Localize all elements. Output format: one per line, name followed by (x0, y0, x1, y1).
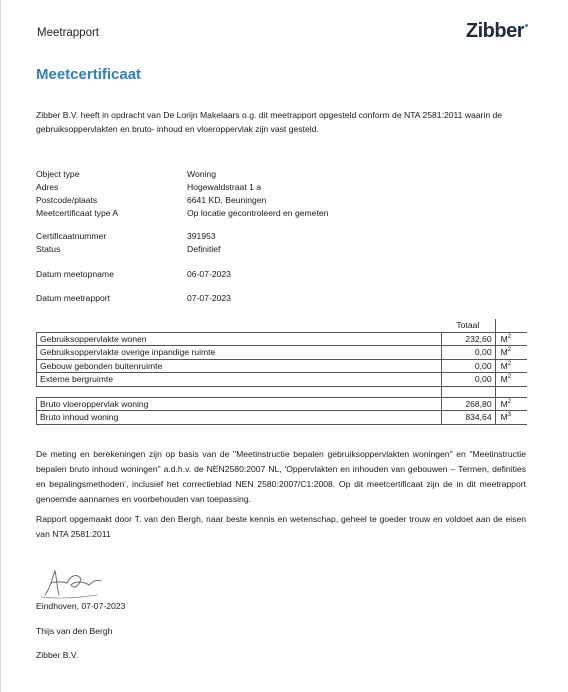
table-spacer-row (37, 386, 528, 397)
info-value: Hogewaldstraat 1 a (187, 182, 262, 192)
row-unit: $M^2$ (495, 332, 527, 346)
info-label: Postcode/plaats (36, 195, 98, 205)
table-header-row (37, 319, 528, 332)
intro-paragraph: Zibber B.V. heeft in opdracht van De Lorijn Makelaars o.g. dit meetrapport opgesteld conform de NTA 2581:2011 waarin de gebruiksoppervlakten en bruto- inhoud en vloeroppervlak zijn vast gesteld. (36, 110, 503, 134)
row-name: Gebouw gebonden buitenruimte (37, 359, 442, 373)
row-unit: $M^3$ (495, 411, 527, 425)
info-value: Definitief (187, 244, 221, 254)
disclaimer-paragraph: De meting en berekeningen zijn op basis van de "Meetinstructie bepalen gebruiksoppervlakten woningen" en "Meetinstructie bepalen bruto inhoud woningen" a.d.h.v. de NEN2580:2007 NL, 'Oppervlakten en inhouden van gebouwen – Termen, definities en bepalingsmethoden', inclusief het correctieblad NEN 2580:2007/C1:2008. Op dit meetcertificaat zijn de in dit meetrapport genoemde aannames en voorbehouden van toepassing. (36, 449, 526, 504)
row-unit: $M^2$ (495, 397, 527, 411)
info-label: Adres (36, 182, 59, 192)
info-value: 07-07-2023 (187, 293, 231, 303)
info-label: Meetcertificaat type A (36, 208, 119, 218)
info-label: Datum meetrapport (36, 293, 111, 303)
row-value: 0,00 (441, 373, 495, 387)
row-value: 0,00 (441, 346, 495, 360)
row-unit: $M^2$ (495, 346, 527, 360)
row-value: 268,80 (441, 397, 495, 411)
row-unit: $M^2$ (495, 359, 527, 373)
table-row (37, 359, 528, 373)
report-header-title: Meetrapport (37, 27, 100, 39)
table-row (37, 397, 528, 411)
row-unit: $M^2$ (495, 373, 527, 387)
table-row (37, 346, 528, 360)
row-value: 834,64 (441, 411, 495, 425)
table-row (37, 411, 528, 425)
row-value: 232,60 (441, 332, 495, 346)
info-label: Datum meetopname (36, 269, 114, 279)
row-value: 0,00 (441, 359, 495, 373)
row-name: Bruto inhoud woning (37, 411, 442, 425)
signoff-place-date: Eindhoven, 07-07-2023 (36, 601, 126, 611)
info-value: 391953 (187, 231, 216, 241)
statement-paragraph: Rapport opgemaakt door T. van den Bergh, naar beste kennis en wetenschap, geheel te goeder trouw en voldoet aan de eisen van NTA 2581:2011 (36, 514, 526, 539)
certificate-title: Meetcertificaat (36, 66, 142, 83)
info-label: Certificaatnummer (36, 231, 107, 241)
info-value: 06-07-2023 (187, 269, 231, 279)
table-row (37, 332, 528, 346)
info-value: Op locatie gecontroleerd en gemeten (187, 208, 329, 218)
signoff-name: Thijs van den Bergh (36, 626, 113, 636)
measurements-table (36, 319, 527, 425)
table-row (37, 373, 528, 387)
row-name: Gebruiksoppervlakte wonen (37, 332, 442, 346)
signoff-company: Zibber B.V. (36, 650, 79, 660)
info-value: Woning (187, 169, 216, 179)
info-value: 6641 KD, Beuningen (187, 195, 267, 205)
row-name: Bruto vloeroppervlak woning (37, 397, 442, 411)
handwritten-signature (37, 565, 107, 601)
info-label: Object type (36, 169, 80, 179)
info-label: Status (36, 244, 61, 254)
total-column-header: Totaal (441, 319, 495, 332)
zibber-logo: Zibber (465, 20, 524, 42)
row-name: Externe bergruimte (37, 373, 442, 387)
row-name: Gebruiksoppervlakte overige inpandige ruimte (37, 346, 442, 360)
logo-dot-icon (525, 24, 528, 27)
